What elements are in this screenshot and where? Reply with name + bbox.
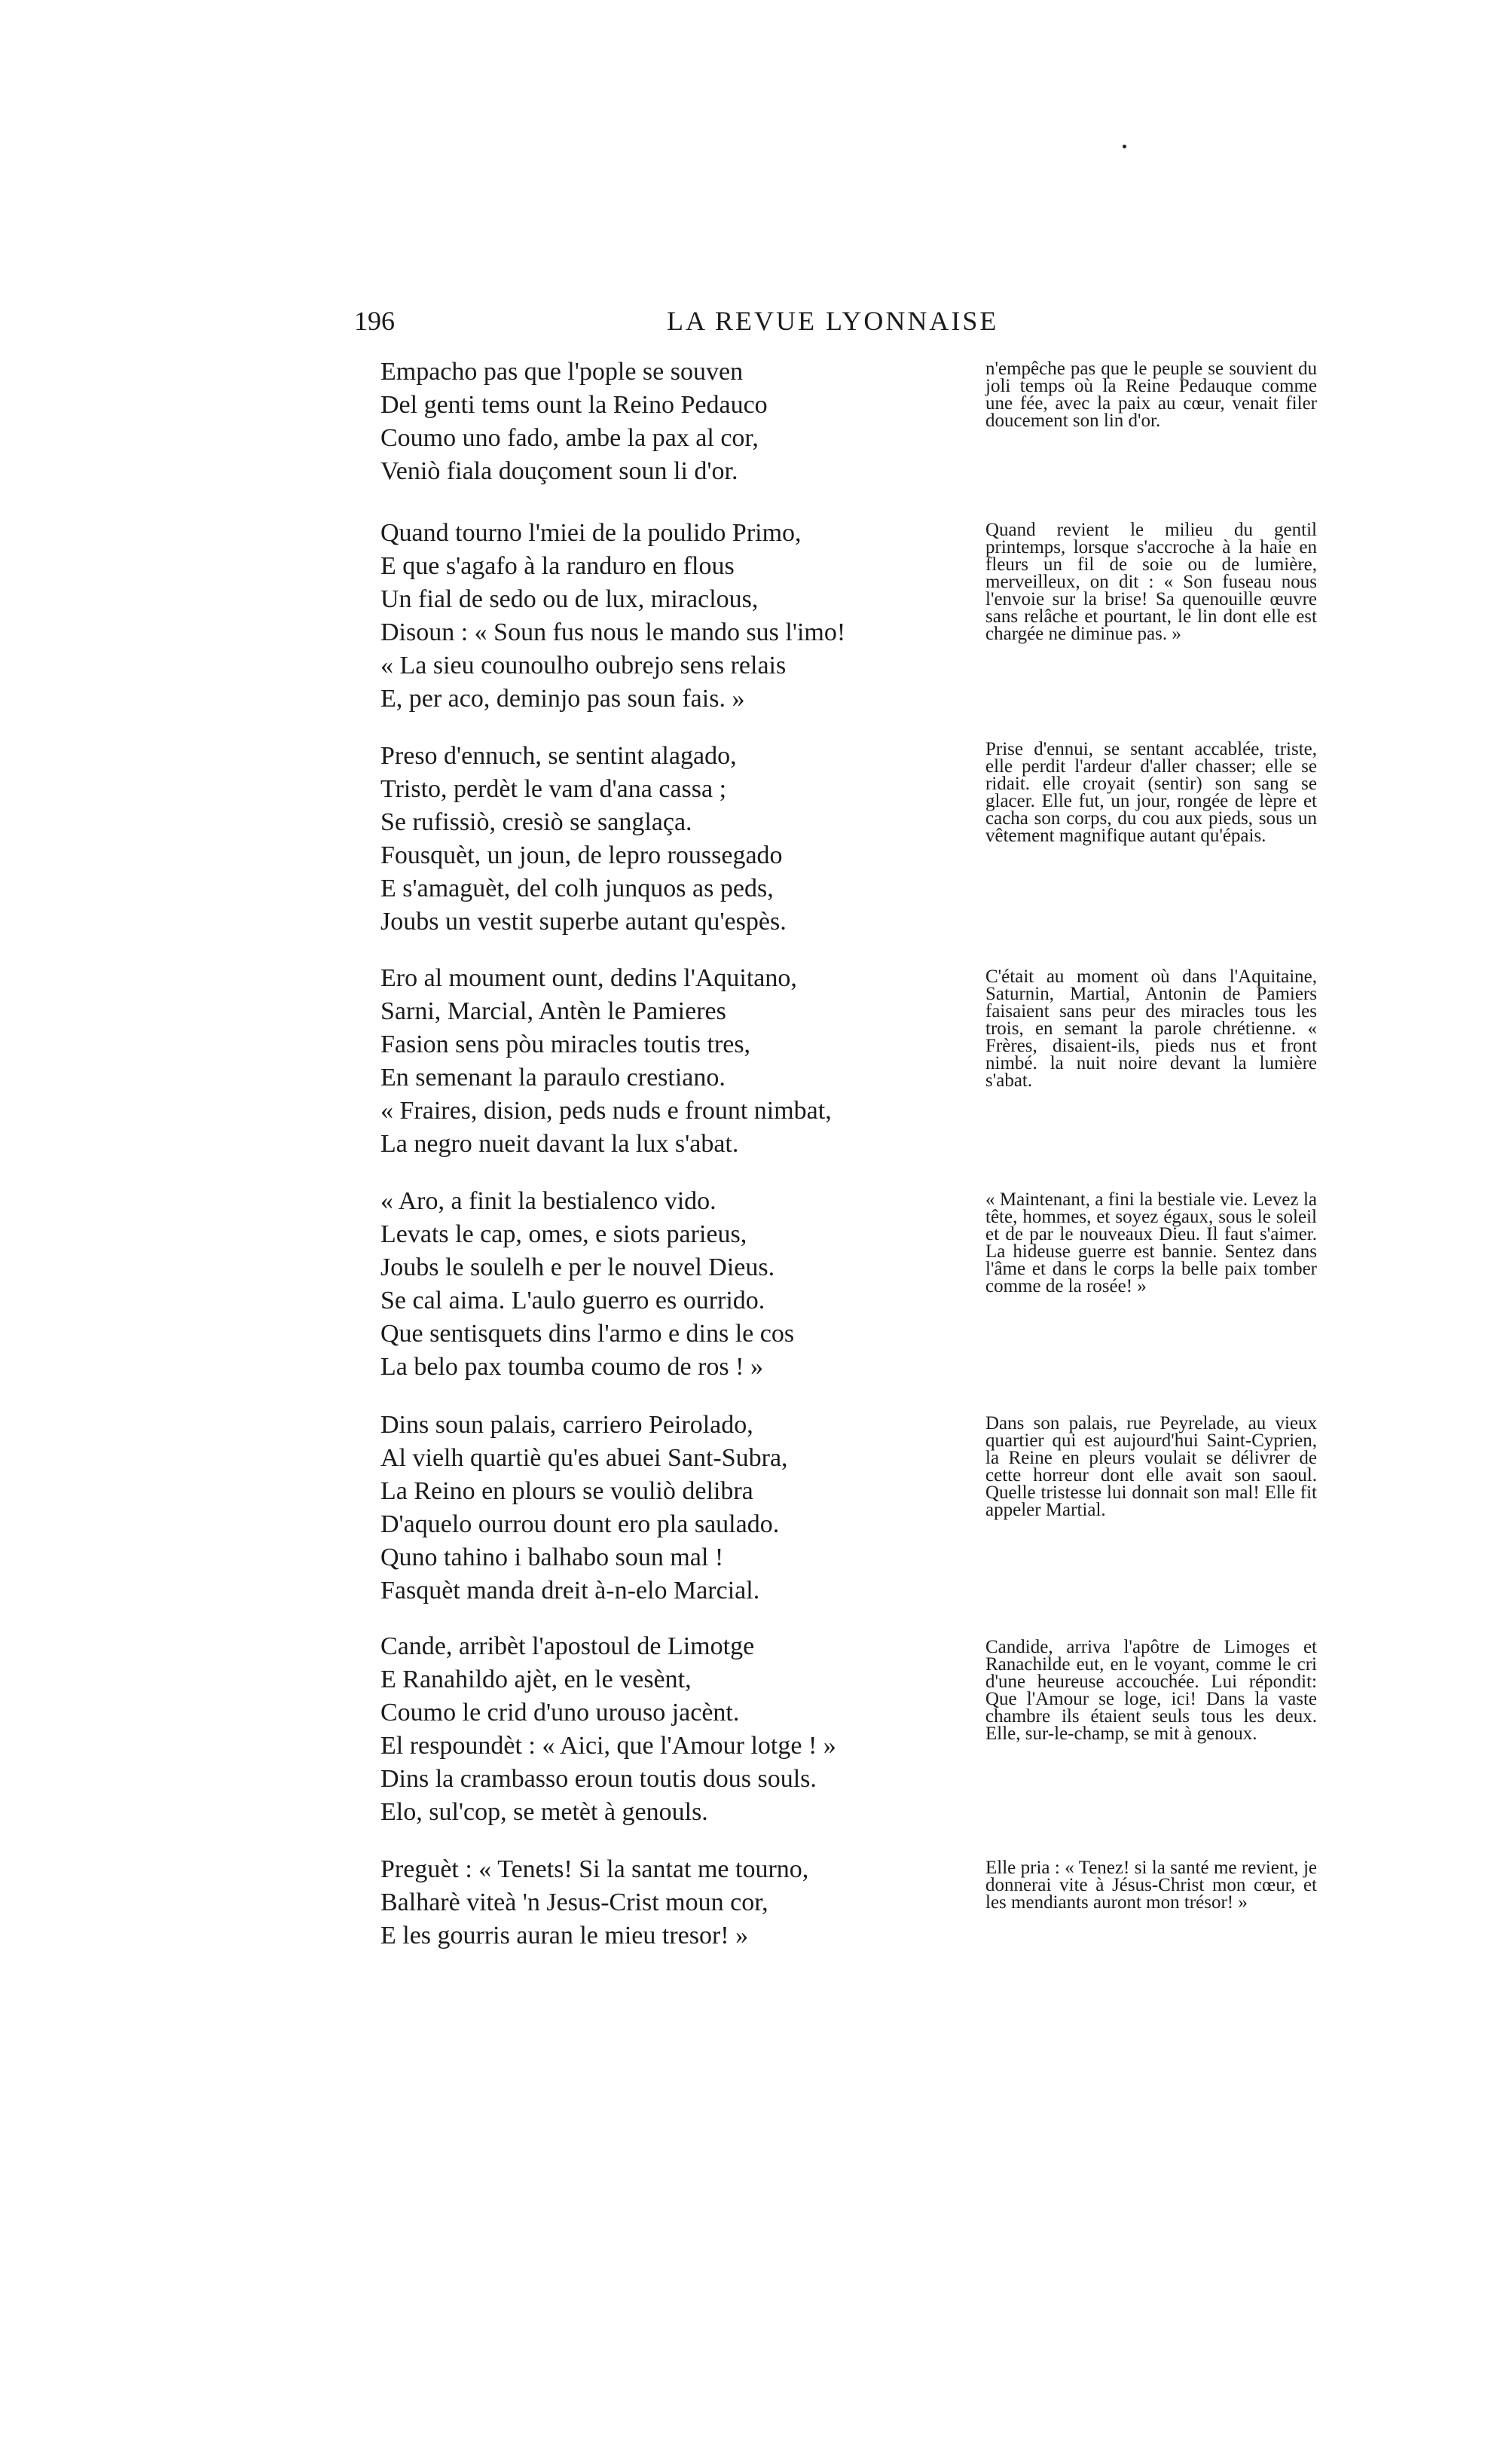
stanza [380, 517, 953, 716]
verse-line: Elo, sul'cop, se metèt à genouls. [380, 1798, 708, 1826]
verse-line: Quand tourno l'miei de la poulido Primo, [380, 519, 802, 547]
verse-line: « Aro, a finit la bestialenco vido. [380, 1187, 716, 1215]
translation-paragraph: « Maintenant, a fini la bestiale vie. Levez la tête, hommes, et soyez égaux, sous le soleil et de par le nouveaux Dieu. Il faut s'aimer. La hideuse guerre est bannie. Sentez dans l'âme et dans le corps la belle paix tomber comme de la rosée! » [985, 1189, 1317, 1296]
verse-line: Balharè viteà 'n Jesus-Crist moun cor, [380, 1888, 768, 1916]
verse-line: Sarni, Marcial, Antèn le Pamieres [380, 997, 726, 1025]
verse-line: La Reino en plours se vouliò delibra [380, 1477, 753, 1505]
verse-line: Coumo uno fado, ambe la pax al cor, [380, 424, 759, 452]
translation-paragraph: Prise d'ennui, se sentant accablée, triste, elle perdit l'ardeur d'aller chasser; elle se ridait. elle croyait (sentir) son sang se glacer. Elle fut, un jour, rongée de lèpre et cacha son corps, du cou aux pieds, sous un vêtement magnifique autant qu'épais. [985, 739, 1317, 846]
verse-line: La negro nueit davant la lux s'abat. [380, 1130, 739, 1158]
verse-line: Ero al moument ount, dedins l'Aquitano, [380, 964, 797, 992]
verse-line: Un fial de sedo ou de lux, miraclous, [380, 585, 759, 613]
verse-line: Del genti tems ount la Reino Pedauco [380, 391, 768, 419]
verse-line: D'aquelo ourrou dount ero pla saulado. [380, 1510, 780, 1538]
verse-line: Cande, arribèt l'apostoul de Limotge [380, 1632, 755, 1660]
verse-line: Veniò fiala douçoment soun li d'or. [380, 457, 738, 485]
verse-line: Al vielh quartiè qu'es abuei Sant-Subra, [380, 1444, 788, 1472]
translation-paragraph: Dans son palais, rue Peyrelade, au vieux quartier qui est aujourd'hui Saint-Cyprien, la Reine en pleurs voulait se délivrer de cette horreur dont elle avait son saoul. Quelle tristesse lui donnait son mal! Elle fit appeler Martial. [985, 1413, 1317, 1520]
verse-line: « La sieu counoulho oubrejo sens relais [380, 652, 787, 679]
verse-line: Preguèt : « Tenets! Si la santat me tourno, [380, 1855, 809, 1883]
verse-line: Se rufissiò, cresiò se sanglaça. [380, 808, 692, 836]
verse-line: Coumo le crid d'uno urouso jacènt. [380, 1699, 740, 1727]
verse-line: Levats le cap, omes, e siots parieus, [380, 1220, 747, 1248]
verse-line: Tristo, perdèt le vam d'ana cassa ; [380, 775, 727, 803]
verse-line: E, per aco, deminjo pas soun fais. » [380, 685, 745, 713]
stanza [380, 1630, 953, 1829]
stanza [380, 1185, 953, 1384]
verse-line: Empacho pas que l'pople se souven [380, 358, 744, 386]
verse-line: Disoun : « Soun fus nous le mando sus l'imo! [380, 618, 846, 646]
verse-line: Fasquèt manda dreit à-n-elo Marcial. [380, 1577, 760, 1605]
stanza [380, 962, 953, 1161]
verse-line: Quno tahino i balhabo soun mal ! [380, 1543, 724, 1571]
verse-line: Fasion sens pòu miracles toutis tres, [380, 1030, 751, 1058]
verse-line: Preso d'ennuch, se sentint alagado, [380, 742, 737, 770]
verse-line: Joubs un vestit superbe autant qu'espès. [380, 908, 787, 936]
verse-line: Que sentisquets dins l'armo e dins le cos [380, 1320, 795, 1348]
verse-line: El respoundèt : « Aici, que l'Amour lotge ! » [380, 1732, 836, 1760]
translation-paragraph: Candide, arriva l'apôtre de Limoges et Ranachilde eut, en le voyant, comme le cri d'une heureuse accouchée. Lui répondit: Que l'Amour se loge, ici! Dans la vaste chambre ils étaient seuls tous les deux. Elle, sur-le-champ, se mit à genoux. [985, 1637, 1317, 1744]
translation-paragraph: n'empêche pas que le peuple se souvient du joli temps où la Reine Pedauque comme une fée, avec la paix au cœur, venait filer doucement son lin d'or. [985, 359, 1317, 431]
verse-line: E Ranahildo ajèt, en le vesènt, [380, 1666, 692, 1693]
page-number: 196 [354, 306, 395, 336]
ink-speck [1123, 145, 1126, 148]
verse-line: E les gourris auran le mieu tresor! » [380, 1922, 749, 1950]
verse-line: En semenant la paraulo crestiano. [380, 1064, 726, 1092]
verse-line: Se cal aima. L'aulo guerro es ourrido. [380, 1287, 765, 1314]
translation-paragraph: Elle pria : « Tenez! si la santé me revient, je donnerai vite à Jésus-Christ mon cœur, et les mendiants auront mon trésor! » [985, 1858, 1317, 1913]
translation-paragraph: Quand revient le milieu du gentil printemps, lorsque s'accroche à la haie en fleurs un fil de soie ou de lumière, merveilleux, on dit : « Son fuseau nous l'envoie sur la brise! Sa quenouille œuvre sans relâche et pourtant, le lin dont elle est chargée ne diminue pas. » [985, 520, 1317, 644]
page-header [354, 305, 1032, 343]
verse-line: Joubs le soulelh e per le nouvel Dieus. [380, 1253, 775, 1281]
verse-line: E s'amaguèt, del colh junquos as peds, [380, 875, 774, 902]
translation-paragraph: C'était au moment où dans l'Aquitaine, Saturnin, Martial, Antonin de Pamiers faisaient sans peur des miracles tous les trois, en semant la parole chrétienne. « Frères, disaient-ils, pieds nus et front nimbé. la nuit noire devant la lumière s'abat. [985, 966, 1317, 1091]
verse-line: Dins soun palais, carriero Peirolado, [380, 1411, 753, 1439]
stanza [380, 356, 953, 488]
verse-line: Dins la crambasso eroun toutis dous souls. [380, 1765, 817, 1793]
verse-line: Fousquèt, un joun, de lepro roussegado [380, 841, 783, 869]
verse-line: La belo pax toumba coumo de ros ! » [380, 1353, 763, 1381]
verse-line: E que s'agafo à la randuro en flous [380, 552, 735, 580]
running-head: LA REVUE LYONNAISE [667, 306, 999, 336]
verse-line: « Fraires, dision, peds nuds e frount nimbat, [380, 1097, 832, 1125]
stanza [380, 1853, 953, 1953]
stanza [380, 1409, 953, 1608]
stanza [380, 740, 953, 939]
